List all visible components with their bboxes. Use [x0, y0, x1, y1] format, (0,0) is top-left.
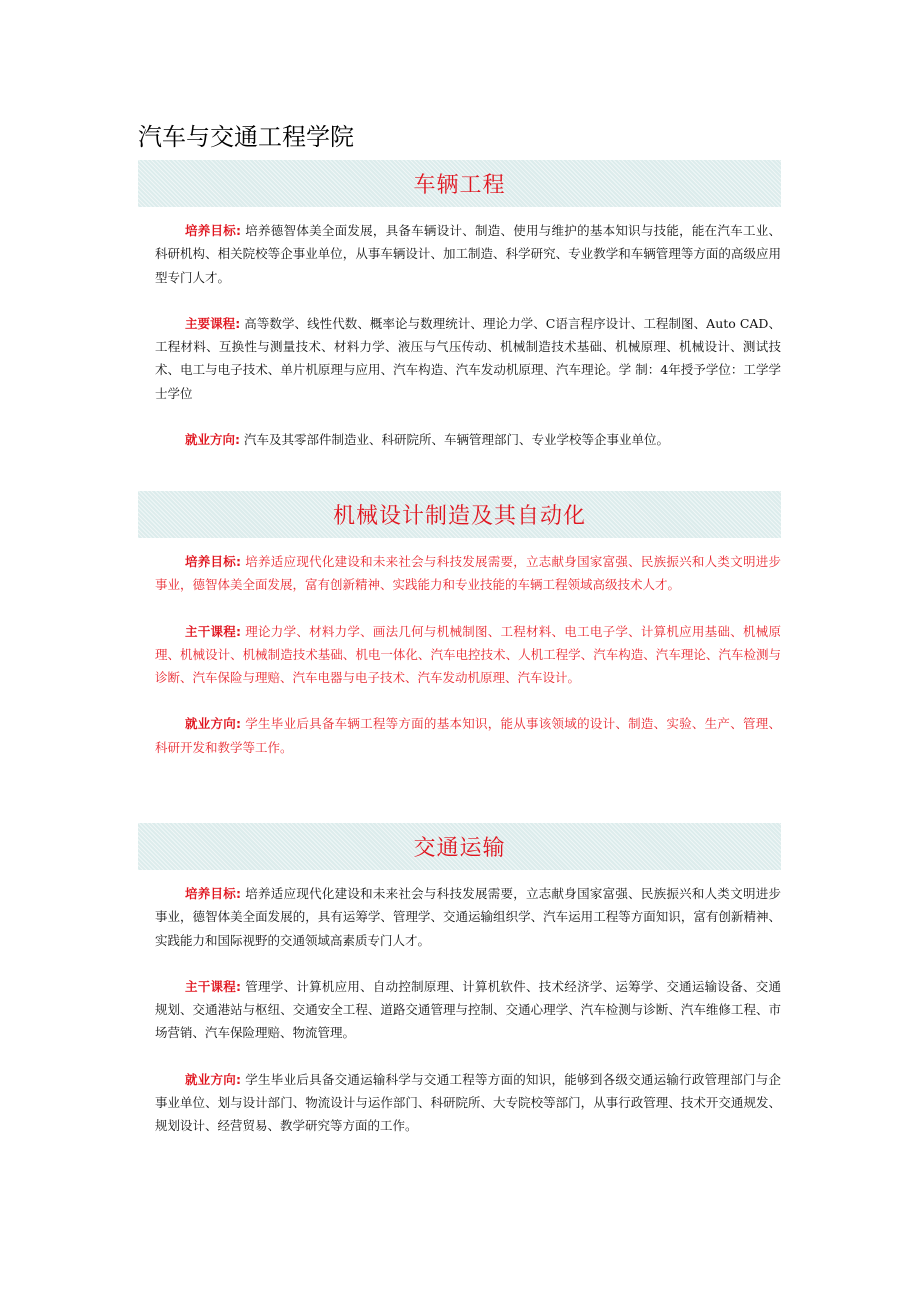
training-goal-paragraph: [138, 219, 781, 289]
section-vehicle-engineering: [138, 160, 781, 451]
training-goal-paragraph: [138, 550, 781, 597]
career-label: 就业方向:: [185, 1071, 242, 1087]
courses-text: 高等数学、线性代数、概率论与数理统计、理论力学、C语言程序设计、工程制图、Auto CAD、工程材料、互换性与测量技术、材料力学、液压与气压传动、机械制造技术基础、机械原理、机械设计、测试技术、电工与电子技术、单片机原理与应用、汽车构造、汽车发动机原理、汽车理论。学 制：4年授予学位：工学学士学位: [155, 315, 781, 401]
courses-label: 主要课程:: [185, 315, 241, 331]
training-goal-label: 培养目标:: [185, 554, 242, 569]
career-paragraph: [138, 428, 781, 451]
section-mechanical-design: [138, 491, 781, 759]
courses-paragraph: [138, 975, 781, 1045]
career-paragraph: [138, 712, 781, 759]
training-goal-paragraph: [138, 882, 781, 952]
career-label: 就业方向:: [185, 716, 242, 732]
courses-text: 理论力学、材料力学、画法几何与机械制图、工程材料、电工电子学、计算机应用基础、机械原理、机械设计、机械制造技术基础、机电一体化、汽车电控技术、人机工程学、汽车构造、汽车理论、汽车检测与诊断、汽车保险与理赔、汽车电器与电子技术、汽车发动机原理、汽车设计。: [155, 623, 781, 686]
courses-label: 主干课程:: [185, 623, 242, 639]
career-text: 学生毕业后具备交通运输科学与交通工程等方面的知识，能够到各级交通运输行政管理部门与企事业单位、划与设计部门、物流设计与运作部门、科研院所、大专院校等部门，从事行政管理、技术开交通规发、规划设计、经营贸易、教学研究等方面的工作。: [155, 1071, 781, 1134]
training-goal-label: 培养目标:: [185, 886, 242, 901]
section-banner: [138, 823, 781, 870]
courses-text: 管理学、计算机应用、自动控制原理、计算机软件、技术经济学、运筹学、交通运输设备、交通规划、交通港站与枢纽、交通安全工程、道路交通管理与控制、交通心理学、汽车检测与诊断、汽车维修工程、市场营销、汽车保险理赔、物流管理。: [155, 978, 781, 1041]
training-goal-text: 培养适应现代化建设和未来社会与科技发展需要，立志献身国家富强、民族振兴和人类文明进步事业，德智体美全面发展，富有创新精神、实践能力和专业技能的车辆工程领域高级技术人才。: [155, 554, 781, 593]
training-goal-text: 培养德智体美全面发展，具备车辆设计、制造、使用与维护的基本知识与技能，能在汽车工业、科研机构、相关院校等企事业单位，从事车辆设计、加工制造、科学研究、专业教学和车辆管理等方面的高级应用型专门人才。: [155, 223, 781, 285]
section-banner: [138, 160, 781, 207]
section-banner: [138, 491, 781, 538]
page-title: 汽车与交通工程学院: [138, 123, 354, 151]
training-goal-text: 培养适应现代化建设和未来社会与科技发展需要，立志献身国家富强、民族振兴和人类文明进步事业，德智体美全面发展的，具有运筹学、管理学、交通运输组织学、汽车运用工程等方面知识，富有创新精神、实践能力和国际视野的交通领域高素质专门人才。: [155, 886, 781, 948]
career-paragraph: [138, 1068, 781, 1138]
section-title: 车辆工程: [413, 173, 506, 198]
section-title: 机械设计制造及其自动化: [332, 504, 586, 529]
section-transportation: [138, 823, 781, 1138]
career-text: 汽车及其零部件制造业、科研院所、车辆管理部门、专业学校等企事业单位。: [243, 432, 669, 448]
career-label: 就业方向:: [185, 432, 240, 448]
career-text: 学生毕业后具备车辆工程等方面的基本知识，能从事该领域的设计、制造、实验、生产、管理、科研开发和教学等工作。: [155, 716, 781, 755]
section-title: 交通运输: [413, 836, 506, 861]
courses-paragraph: [138, 620, 781, 690]
training-goal-label: 培养目标:: [185, 223, 242, 238]
courses-paragraph: [138, 312, 781, 405]
courses-label: 主干课程:: [185, 978, 242, 994]
